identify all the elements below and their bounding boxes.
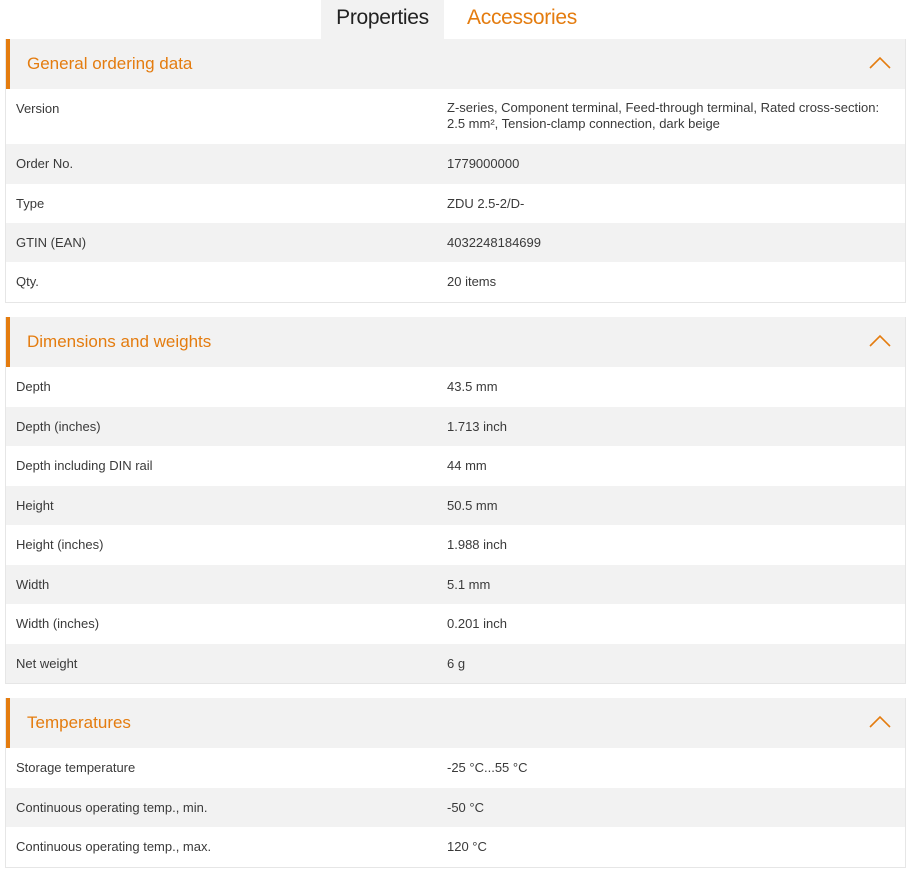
row-value: 1.713 inch [447,419,507,434]
row-label: Depth (inches) [16,419,101,434]
table-row [6,604,905,644]
row-label: Depth including DIN rail [16,458,153,473]
row-label: Width [16,577,50,592]
row-label: Net weight [16,656,78,671]
row-label: Continuous operating temp., min. [16,800,208,815]
table-row [6,144,905,184]
tab-properties[interactable]: Properties [321,0,444,39]
row-value: 6 g [447,656,466,671]
row-value: 4032248184699 [447,235,541,250]
chevron-up-icon[interactable] [869,333,891,347]
section-2 [5,317,906,684]
table-row [6,788,905,827]
row-label: Height [16,498,54,513]
chevron-up-icon[interactable] [869,55,891,69]
section-header[interactable] [6,698,905,748]
row-label: GTIN (EAN) [16,235,87,250]
table-row [6,827,905,867]
row-value: 120 °C [447,839,487,854]
row-value: 1779000000 [447,156,520,171]
row-label: Continuous operating temp., max. [16,839,212,854]
section-title: General ordering data [27,54,193,73]
table-row [6,367,905,407]
table-row [6,644,905,683]
table-row [6,184,905,223]
row-value: ZDU 2.5-2/D- [447,196,525,211]
row-label: Type [16,196,45,211]
table-row [6,525,905,565]
row-value: 20 items [447,274,497,289]
table-row [6,262,905,302]
section-title: Temperatures [27,713,131,732]
row-label: Depth [16,379,51,394]
table-row [6,407,905,446]
table-row [6,486,905,525]
section-1 [5,39,906,303]
section-header[interactable] [6,39,905,89]
row-value: 44 mm [447,458,487,473]
table-row [6,223,905,262]
tab-accessories[interactable]: Accessories [467,6,577,29]
section-title: Dimensions and weights [27,332,212,351]
table-row [6,89,905,144]
row-value: Z-series, Component terminal, Feed-through terminal, Rated cross-section: 2.5 mm², Tension-clamp connection, dark beige [447,100,880,131]
table-row [6,565,905,604]
chevron-up-icon[interactable] [869,714,891,728]
row-value: 1.988 inch [447,537,507,552]
row-label: Version [16,101,60,116]
row-value: 50.5 mm [447,498,498,513]
row-label: Storage temperature [16,760,136,775]
row-value: 0.201 inch [447,616,507,631]
row-label: Qty. [16,274,39,289]
row-value: 43.5 mm [447,379,498,394]
row-label: Order No. [16,156,74,171]
row-value: -50 °C [447,800,484,815]
table-row [6,748,905,788]
section-header[interactable] [6,317,905,367]
row-value: -25 °C...55 °C [447,760,528,775]
row-label: Width (inches) [16,616,100,631]
tab-bar [0,0,913,39]
section-3 [5,698,906,868]
row-label: Height (inches) [16,537,104,552]
row-value: 5.1 mm [447,577,491,592]
table-row [6,446,905,486]
